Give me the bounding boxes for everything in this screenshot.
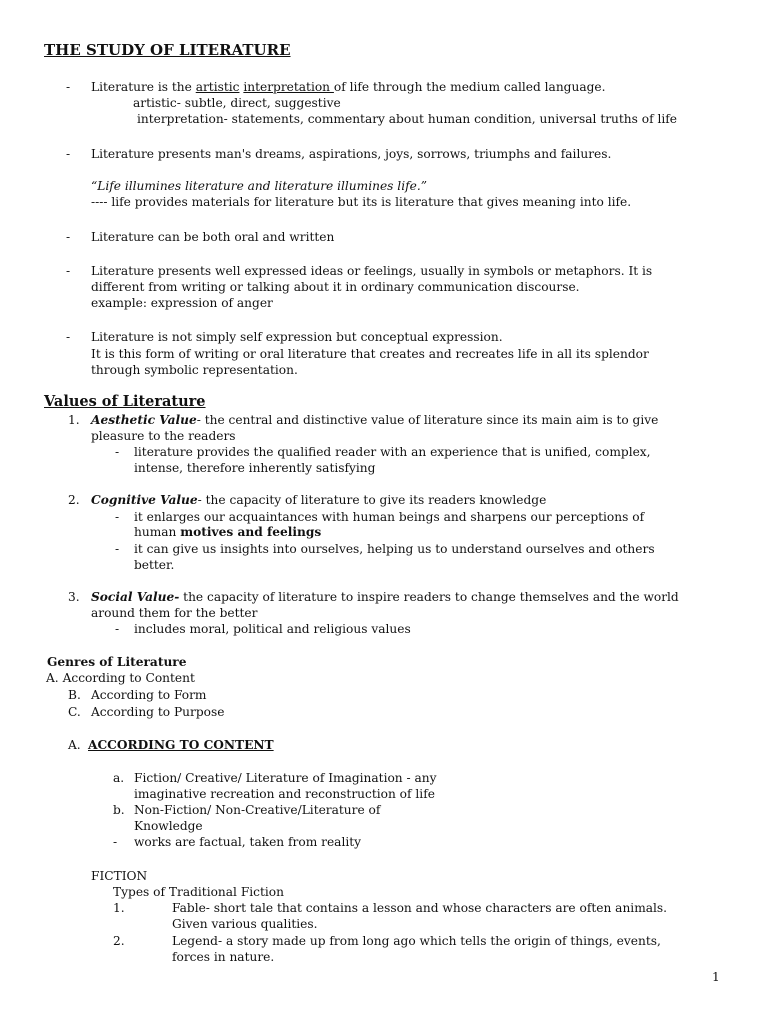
intro-sub-interpretation: interpretation- statements, commentary about human condition, universal truths of life — [137, 112, 678, 126]
fiction-legend-2: forces in nature. — [172, 950, 275, 964]
genre-item-a: A. According to Content — [46, 671, 195, 685]
intro-sub-artistic: artistic- subtle, direct, suggestive — [133, 96, 341, 110]
genre-item-b: According to Form — [91, 688, 207, 702]
value-social: Social Value- the capacity of literature to inspire readers to change themselves and the world — [91, 590, 679, 604]
content-a-line-1: Fiction/ Creative/ Literature of Imagination - any — [134, 771, 437, 785]
bullet-dash: - — [115, 542, 120, 556]
value-cognitive-bullet-2b: better. — [134, 558, 175, 572]
value-aesthetic-bullet-1: literature provides the qualified reader with an experience that is unified, complex, — [134, 445, 651, 459]
content-b-label: b. — [113, 803, 125, 817]
value-aesthetic-bullet-2: intense, therefore inherently satisfying — [134, 461, 376, 475]
genre-item-c-letter: C. — [68, 705, 81, 719]
bullet-dash: - — [66, 230, 71, 244]
page-title: THE STUDY OF LITERATURE — [44, 41, 291, 59]
content-heading: ACCORDING TO CONTENT — [88, 738, 274, 752]
content-letter: A. — [68, 738, 81, 752]
content-b-note: works are factual, taken from reality — [134, 835, 362, 849]
value-aesthetic: Aesthetic Value- the central and distinctive value of literature since its main aim is to give — [91, 413, 659, 427]
value-cognitive-bullet-1b: human motives and feelings — [134, 525, 322, 539]
intro-line-ideas-2: different from writing or talking about it in ordinary communication discourse. — [91, 280, 580, 294]
value-cognitive-bullet-1: it enlarges our acquaintances with human beings and sharpens our perceptions of — [134, 510, 645, 524]
value-cognitive: Cognitive Value- the capacity of literature to give its readers knowledge — [91, 493, 547, 507]
intro-line-conceptual-1: Literature is not simply self expression but conceptual expression. — [91, 330, 503, 344]
bullet-dash: - — [115, 510, 120, 524]
fiction-legend-1: Legend- a story made up from long ago which tells the origin of things, events, — [172, 934, 661, 948]
fiction-heading: FICTION — [91, 869, 148, 883]
intro-line-conceptual-2: It is this form of writing or oral literature that creates and recreates life in all its splendor — [91, 347, 649, 361]
content-b-line-1: Non-Fiction/ Non-Creative/Literature of — [134, 803, 381, 817]
bullet-dash: - — [66, 330, 71, 344]
value-number: 2. — [68, 493, 80, 507]
fiction-num: 2. — [113, 934, 125, 948]
genre-item-c: According to Purpose — [91, 705, 225, 719]
values-heading: Values of Literature — [44, 393, 206, 410]
value-number: 3. — [68, 590, 80, 604]
fiction-num: 1. — [113, 901, 125, 915]
intro-quote-note: ---- life provides materials for literature but its is literature that gives meaning into life. — [91, 195, 632, 209]
content-a-line-2: imaginative recreation and reconstruction of life — [134, 787, 435, 801]
value-number: 1. — [68, 413, 80, 427]
value-social-bullet-1: includes moral, political and religious values — [134, 622, 411, 636]
fiction-fable-1: Fable- short tale that contains a lesson and whose characters are often animals. — [172, 901, 668, 915]
bullet-dash: - — [66, 80, 71, 94]
bullet-dash: - — [115, 445, 120, 459]
bullet-dash: - — [66, 264, 71, 278]
genre-item-b-letter: B. — [68, 688, 81, 702]
value-social-def-2: around them for the better — [91, 606, 258, 620]
intro-line-ideas-3: example: expression of anger — [91, 296, 273, 310]
value-aesthetic-def-2: pleasure to the readers — [91, 429, 236, 443]
fiction-sub: Types of Traditional Fiction — [113, 885, 284, 899]
genres-heading: Genres of Literature — [47, 655, 187, 669]
intro-line-oral-written: Literature can be both oral and written — [91, 230, 335, 244]
intro-line-ideas-1: Literature presents well expressed ideas or feelings, usually in symbols or metaphors. It is — [91, 264, 653, 278]
intro-line-conceptual-3: through symbolic representation. — [91, 363, 298, 377]
page-number: 1 — [712, 970, 720, 984]
bullet-dash: - — [113, 835, 118, 849]
content-b-line-2: Knowledge — [134, 819, 203, 833]
intro-quote: “Life illumines literature and literature illumines life.” — [91, 179, 427, 193]
fiction-fable-2: Given various qualities. — [172, 917, 318, 931]
value-cognitive-bullet-2: it can give us insights into ourselves, helping us to understand ourselves and others — [134, 542, 655, 556]
content-a-label: a. — [113, 771, 125, 785]
intro-line-definition: Literature is the artistic interpretation of life through the medium called language. — [91, 80, 606, 94]
bullet-dash: - — [66, 147, 71, 161]
bullet-dash: - — [115, 622, 120, 636]
intro-line-dreams: Literature presents man's dreams, aspirations, joys, sorrows, triumphs and failures. — [91, 147, 612, 161]
